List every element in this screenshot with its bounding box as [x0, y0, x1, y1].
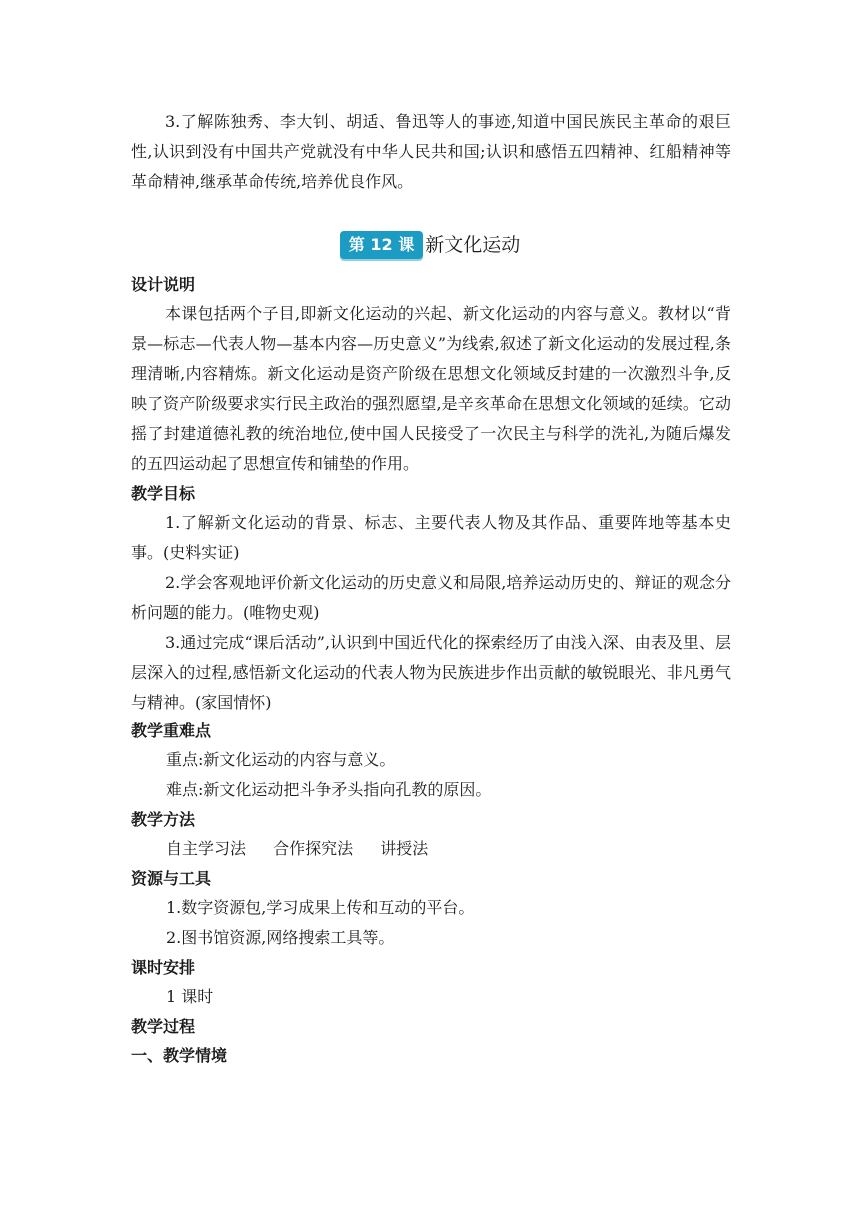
resource-item: 1.数字资源包,学习成果上传和互动的平台。: [166, 898, 475, 917]
key-point-focus: 重点:新文化运动的内容与意义。: [166, 750, 396, 769]
design-paragraph: 本课包括两个子目,即新文化运动的兴起、新文化运动的内容与意义。教材以“背景—标志—代表人物—基本内容—历史意义”为线索,叙述了新文化运动的发展过程,条理清晰,内容精炼。新文化运动是资产阶级在思想文化领域反封建的一次激烈斗争,反映了资产阶级要求实行民主政治的强烈愿望,是辛亥革命在思想文化领域的延续。它动摇了封建道德礼教的统治地位,使中国人民接受了一次民主与科学的洗礼,为随后爆发的五四运动起了思想宣传和铺垫的作用。: [131, 304, 731, 473]
intro-paragraph: 3.了解陈独秀、李大钊、胡适、鲁迅等人的事迹,知道中国民族民主革命的艰巨性,认识到没有中国共产党就没有中华人民共和国;认识和感悟五四精神、红船精神等革命精神,继承革命传统,培养优良作风。: [131, 112, 731, 191]
goal-item: 1.了解新文化运动的背景、标志、主要代表人物及其作品、重要阵地等基本史事。(史料实证): [131, 513, 731, 562]
lesson-title: [0, 230, 860, 260]
design-heading: 设计说明: [131, 275, 196, 294]
process-subheading: 一、教学情境: [131, 1046, 228, 1065]
method-item: 讲授法: [380, 839, 429, 858]
goals-heading: 教学目标: [131, 484, 196, 503]
key-points-heading: 教学重难点: [131, 721, 212, 740]
method-item: 自主学习法: [166, 839, 247, 858]
methods-list: [166, 834, 450, 864]
lesson-badge: 第 12 课: [340, 231, 423, 259]
methods-heading: 教学方法: [131, 810, 196, 829]
resources-heading: 资源与工具: [131, 869, 212, 888]
resource-item: 2.图书馆资源,网络搜索工具等。: [166, 928, 395, 947]
process-heading: 教学过程: [131, 1017, 196, 1036]
goal-item: 3.通过完成“课后活动”,认识到中国近代化的探索经历了由浅入深、由表及里、层层深入的过程,感悟新文化运动的代表人物为民族进步作出贡献的敏锐眼光、非凡勇气与精神。(家国情怀): [131, 633, 731, 712]
schedule-value: 1 课时: [166, 987, 214, 1006]
schedule-heading: 课时安排: [131, 958, 196, 977]
lesson-name: 新文化运动: [425, 234, 521, 256]
method-item: 合作探究法: [273, 839, 354, 858]
goal-item: 2.学会客观地评价新文化运动的历史意义和局限,培养运动历史的、辩证的观念分析问题的能力。(唯物史观): [131, 573, 731, 622]
key-point-difficulty: 难点:新文化运动把斗争矛头指向孔教的原因。: [166, 780, 492, 799]
